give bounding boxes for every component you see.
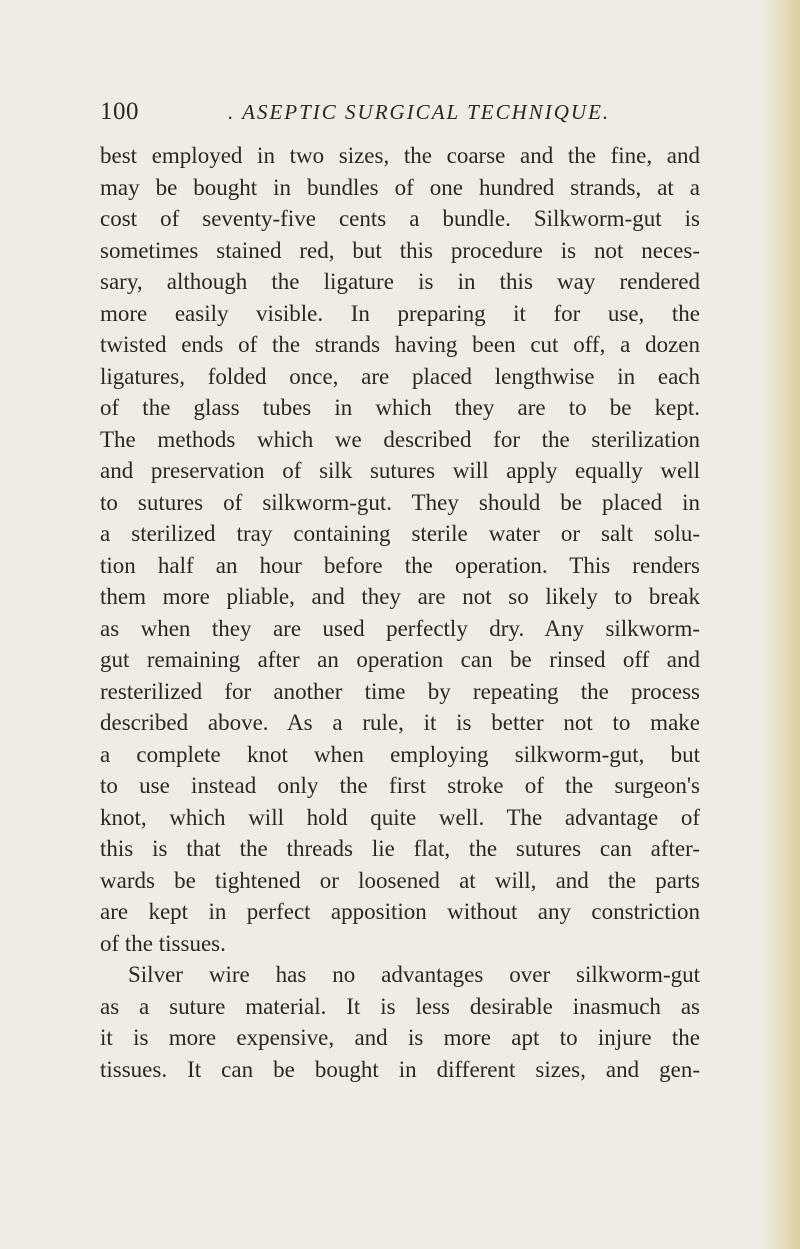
- text-line: of the glass tubes in which they are to be kept.: [100, 395, 700, 420]
- text-line: twisted ends of the strands having been cut off, a dozen: [100, 332, 700, 357]
- text-line: more easily visible. In preparing it for use, the: [100, 300, 700, 326]
- text-line: a complete knot when employing silkworm-gut, but: [100, 741, 700, 767]
- page-edge-shading: [762, 0, 800, 1249]
- paragraph-end-line: of the tissues.: [100, 930, 226, 956]
- text-line: tion half an hour before the operation. This renders: [100, 552, 700, 578]
- text-line: it is more expensive, and is more apt to injure the: [100, 1025, 700, 1050]
- text-line: as a suture material. It is less desirable inasmuch as: [100, 993, 700, 1019]
- text-line: sary, although the ligature is in this way rendered: [100, 269, 700, 294]
- text-line: resterilized for another time by repeating the process: [100, 678, 700, 704]
- text-line: to sutures of silkworm-gut. They should be placed in: [100, 489, 700, 515]
- page-header: [100, 98, 720, 132]
- text-line: a sterilized tray containing sterile water or salt solu-: [100, 521, 700, 546]
- text-line: to use instead only the first stroke of the surgeon's: [100, 773, 700, 798]
- text-line: this is that the threads lie flat, the sutures can after-: [100, 836, 700, 861]
- text-line: as when they are used perfectly dry. Any silkworm-: [100, 615, 700, 641]
- text-line: cost of seventy-five cents a bundle. Silkworm-gut is: [100, 206, 700, 231]
- text-line: and preservation of silk sutures will apply equally well: [100, 458, 700, 483]
- text-line: are kept in perfect apposition without any constriction: [100, 899, 700, 924]
- text-line: them more pliable, and they are not so likely to break: [100, 584, 700, 609]
- text-line: wards be tightened or loosened at will, and the parts: [100, 867, 700, 893]
- running-title: . ASEPTIC SURGICAL TECHNIQUE.: [228, 100, 611, 124]
- text-line: knot, which will hold quite well. The advantage of: [100, 804, 700, 830]
- text-line: sometimes stained red, but this procedure is not neces-: [100, 237, 700, 263]
- body-text: [100, 140, 700, 1085]
- text-line: described above. As a rule, it is better not to make: [100, 710, 700, 735]
- text-line: may be bought in bundles of one hundred strands, at a: [100, 174, 700, 200]
- paragraph-start-line: Silver wire has no advantages over silkworm-gut: [128, 962, 700, 987]
- text-line: tissues. It can be bought in different sizes, and gen-: [100, 1056, 700, 1082]
- text-line: ligatures, folded once, are placed lengthwise in each: [100, 363, 700, 389]
- text-line: gut remaining after an operation can be rinsed off and: [100, 647, 700, 672]
- text-line: best employed in two sizes, the coarse and the fine, and: [100, 143, 700, 168]
- page-number: 100: [100, 98, 139, 125]
- text-line: The methods which we described for the sterilization: [100, 426, 700, 452]
